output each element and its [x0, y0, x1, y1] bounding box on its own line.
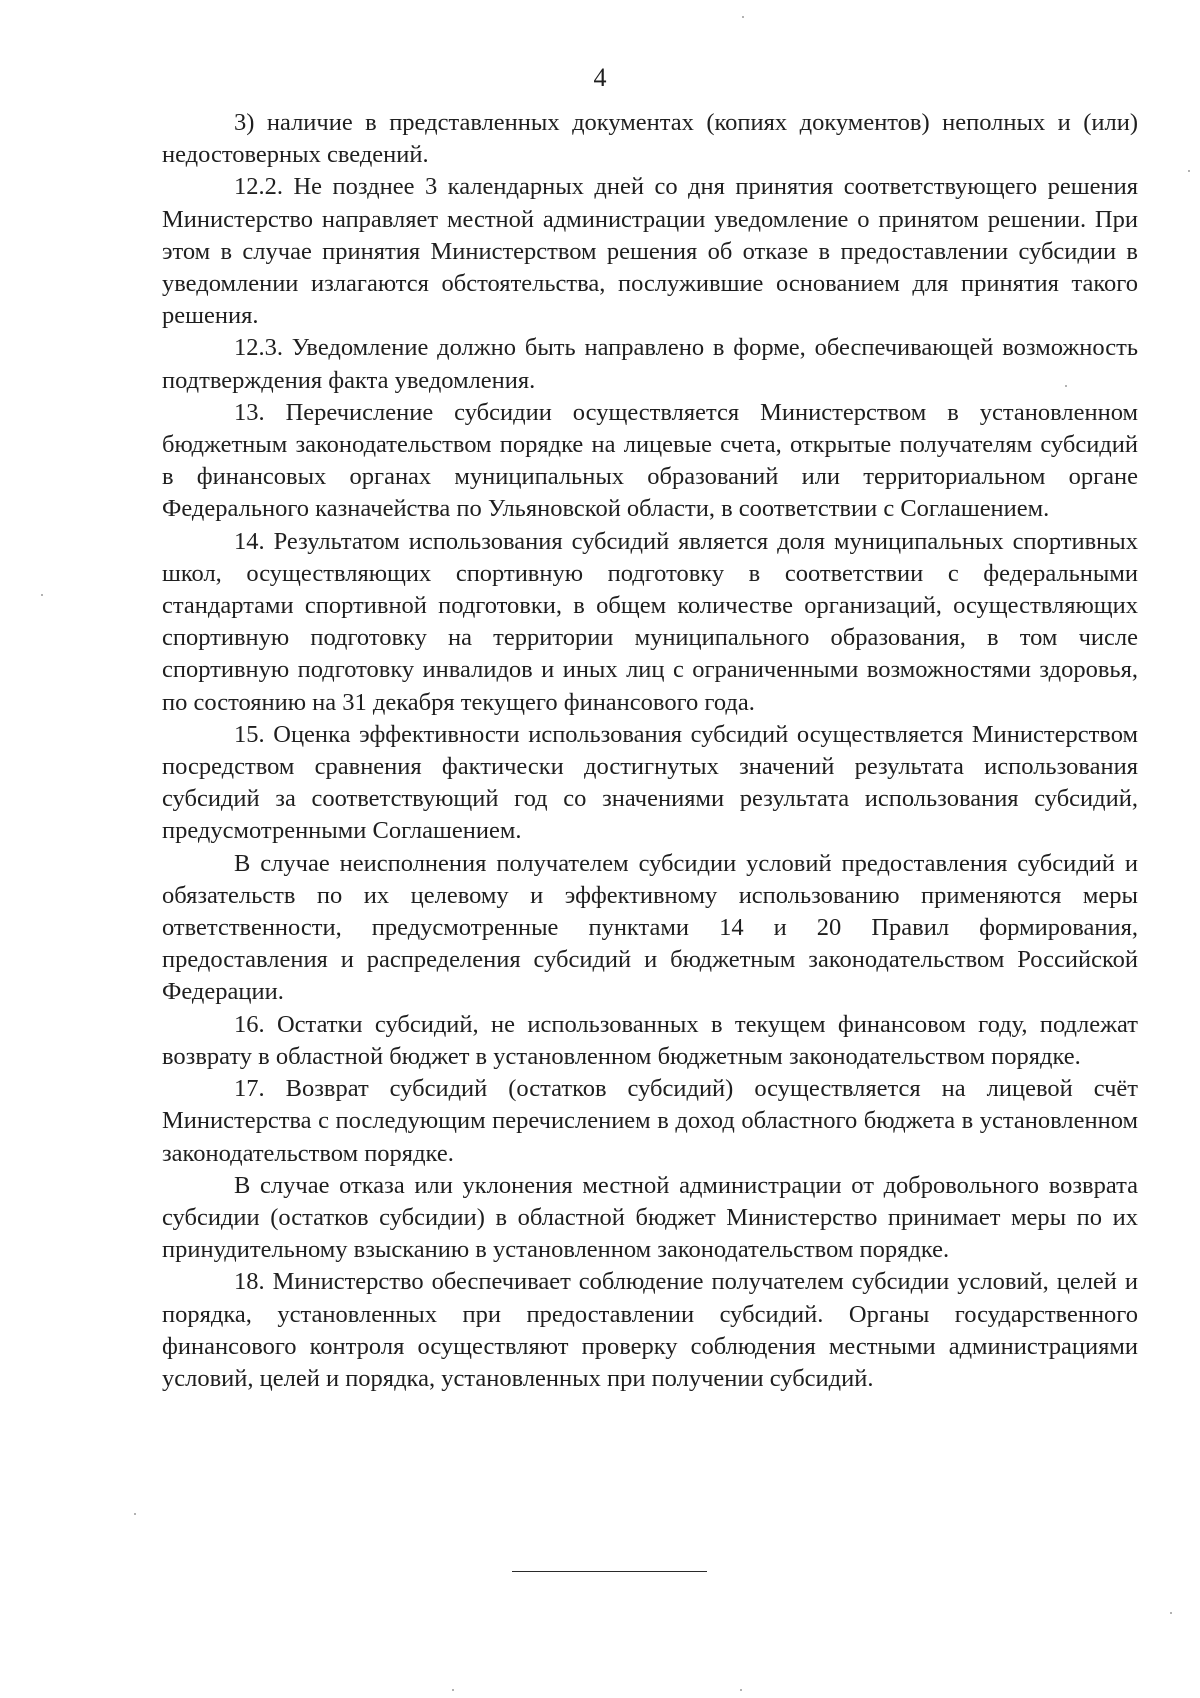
scan-speck — [742, 16, 744, 18]
scan-speck — [1065, 385, 1067, 387]
scan-speck — [134, 1513, 136, 1515]
paragraph-14: 14. Результатом использования субсидий является доля муниципальных спортивных школ, осуществляющих спортивную подготовку в соответствии с федеральными стандартами спортивной подготовки, в общем количестве организаций, осуществляющих спортивную подготовку на территории муниципального образования, в том числе спортивную подготовку инвалидов и иных лиц с ограниченными возможностями здоровья, по состоянию на 31 декабря текущего финансового года. — [162, 527, 1138, 716]
paragraph-17: 17. Возврат субсидий (остатков субсидий) осуществляется на лицевой счёт Министерства с последующим перечислением в доход областного бюджета в установленном законодательством порядке. — [162, 1075, 1138, 1167]
end-of-text-rule — [512, 1571, 707, 1572]
paragraph-18: 18. Министерство обеспечивает соблюдение получателем субсидии условий, целей и порядка, установленных при предоставлении субсидий. Органы государственного финансового контроля осуществляют проверку соблюдения местными администрациями условий, целей и порядка, установленных при получении субсидий. — [162, 1268, 1138, 1392]
paragraph-item-3: 3) наличие в представленных документах (копиях документов) неполных и (или) недостоверных сведений. — [162, 109, 1138, 169]
paragraph-13: 13. Перечисление субсидии осуществляется Министерством в установленном бюджетным законодательством порядке на лицевые счета, открытые получателям субсидий в финансовых органах муниципальных образований или территориальном органе Федерального казначейства по Ульяновской области, в соответствии с Соглашением. — [162, 398, 1138, 523]
scan-speck — [1170, 1612, 1172, 1614]
document-body — [162, 107, 1138, 1395]
scan-speck — [452, 1689, 454, 1691]
paragraph-15: 15. Оценка эффективности использования субсидий осуществляется Министерством посредством сравнения фактически достигнутых значений результата использования субсидий за соответствующий год со значениями результата использования субсидий, предусмотренными Соглашением. — [162, 720, 1138, 845]
paragraph-17-continued: В случае отказа или уклонения местной администрации от добровольного возврата субсидии (остатков субсидии) в областной бюджет Министерство принимает меры по их принудительному взысканию в установленном законодательством порядке. — [162, 1171, 1138, 1264]
scan-speck — [1188, 170, 1190, 172]
paragraph-16: 16. Остатки субсидий, не использованных в текущем финансовом году, подлежат возврату в областной бюджет в установленном бюджетным законодательством порядке. — [162, 1010, 1138, 1070]
scan-speck — [41, 594, 43, 596]
scan-speck — [740, 1689, 742, 1691]
paragraph-12-2: 12.2. Не позднее 3 календарных дней со дня принятия соответствующего решения Министерство направляет местной администрации уведомление о принятом решении. При этом в случае принятия Министерством решения об отказе в предоставлении субсидии в уведомлении излагаются обстоятельства, послужившие основанием для принятия такого решения. — [162, 173, 1138, 330]
paragraph-15-continued: В случае неисполнения получателем субсидии условий предоставления субсидий и обязательств по их целевому и эффективному использованию применяются меры ответственности, предусмотренные пунктами 14 и 20 Правил формирования, предоставления и распределения субсидий и бюджетным законодательством Российской Федерации. — [162, 849, 1138, 1006]
paragraph-12-3: 12.3. Уведомление должно быть направлено в форме, обеспечивающей возможность подтверждения факта уведомления. — [162, 334, 1138, 394]
page-number: 4 — [593, 63, 607, 92]
